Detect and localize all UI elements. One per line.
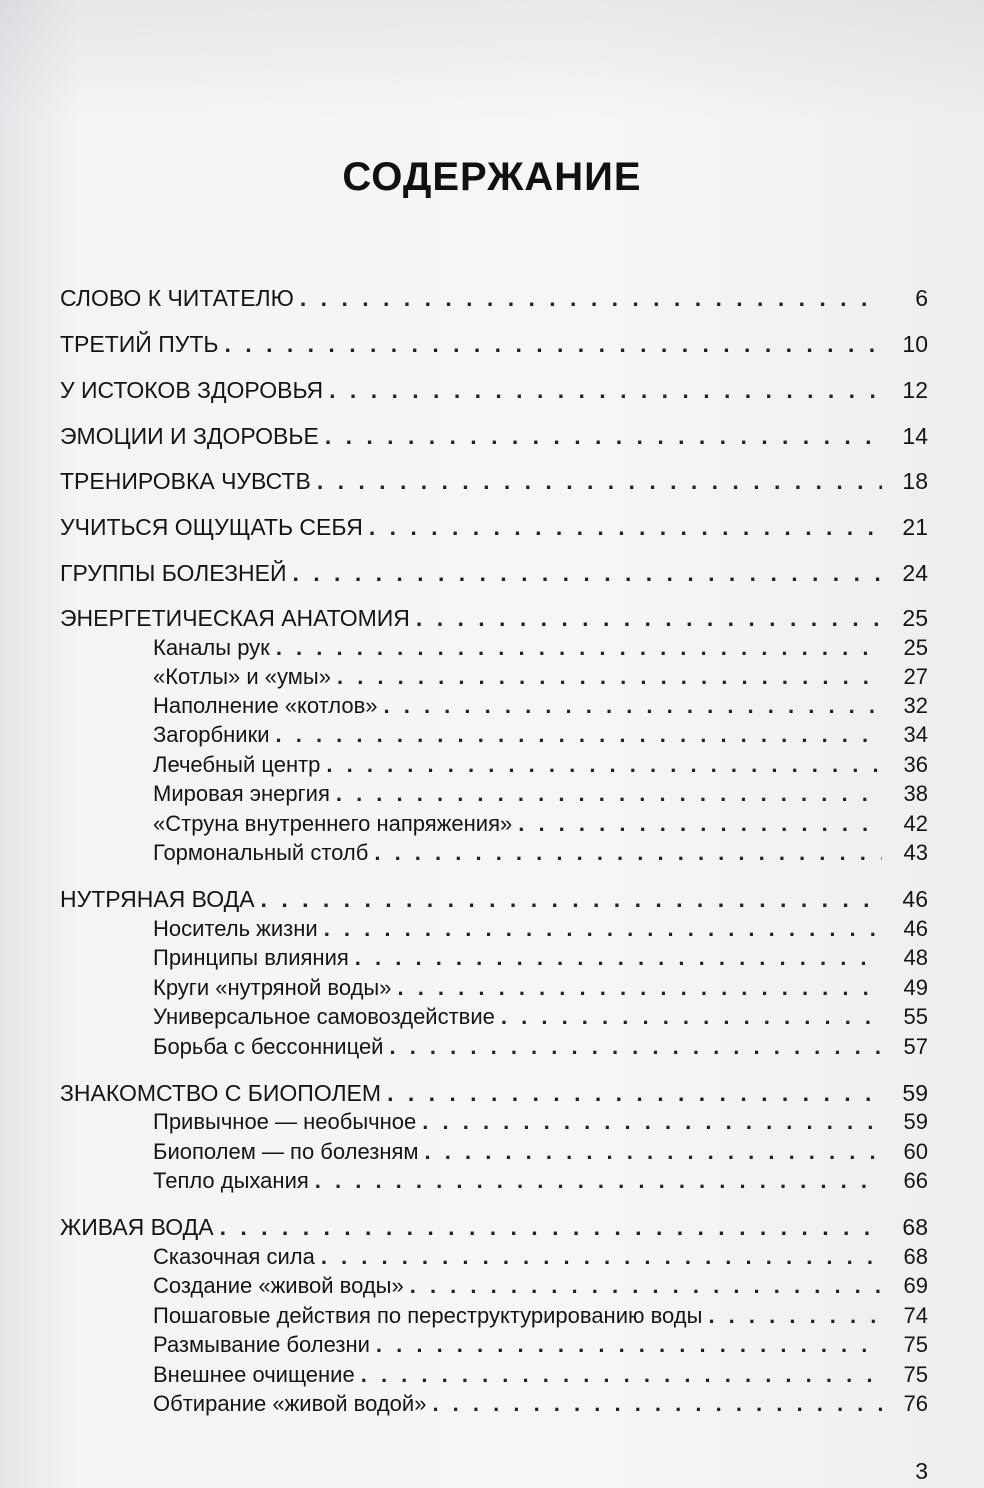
toc-subsection-entry	[153, 839, 928, 867]
dot-leader	[324, 915, 882, 943]
dot-leader	[220, 1213, 882, 1241]
dot-leader	[261, 885, 882, 913]
toc-section-entry	[60, 376, 928, 404]
toc-section-entry	[60, 513, 928, 541]
page-number: 3	[915, 1458, 928, 1484]
dot-leader	[315, 1167, 882, 1195]
entry-title: Лечебный центр	[153, 752, 321, 777]
entry-title: НУТРЯНАЯ ВОДА	[60, 886, 255, 912]
toc-subsection-entry	[153, 1138, 928, 1166]
entry-page-number: 59	[902, 1080, 928, 1106]
entry-page-number: 49	[903, 975, 928, 1000]
toc-subsection-entry	[153, 692, 928, 720]
dot-leader	[410, 1272, 882, 1300]
toc-subsection-entry	[153, 1003, 928, 1031]
entry-title: ЖИВАЯ ВОДА	[60, 1214, 214, 1240]
dot-leader	[432, 1390, 882, 1418]
toc-subsection-entry	[153, 1390, 928, 1418]
toc-subsection-entry	[153, 780, 928, 808]
entry-page-number: 48	[903, 945, 928, 970]
entry-page-number: 34	[903, 722, 928, 747]
toc-section-entry	[60, 422, 928, 450]
toc-subsection-entry	[153, 944, 928, 972]
entry-title: Универсальное самовоздействие	[153, 1004, 495, 1029]
toc-subsection-entry	[153, 634, 928, 662]
toc-subsection-entry	[153, 974, 928, 1002]
entry-title: Носитель жизни	[153, 916, 318, 941]
entry-page-number: 68	[902, 1214, 928, 1240]
dot-leader	[225, 330, 882, 358]
toc-section-entry	[60, 559, 928, 587]
entry-page-number: 76	[903, 1391, 928, 1416]
entry-title: «Котлы» и «умы»	[153, 664, 331, 689]
entry-page-number: 60	[903, 1139, 928, 1164]
entry-page-number: 46	[902, 886, 928, 912]
entry-page-number: 55	[903, 1004, 928, 1029]
entry-title: СЛОВО К ЧИТАТЕЛЮ	[60, 285, 294, 311]
toc-subsection-entry	[153, 810, 928, 838]
dot-leader	[425, 1138, 882, 1166]
entry-page-number: 6	[915, 285, 928, 311]
entry-page-number: 25	[903, 635, 928, 660]
dot-leader	[376, 1331, 882, 1359]
toc-section-entry	[60, 1079, 928, 1107]
toc-section-entry	[60, 1213, 928, 1241]
entry-title: Принципы влияния	[153, 945, 349, 970]
entry-title: ЭМОЦИИ И ЗДОРОВЬЕ	[60, 423, 319, 449]
dot-leader	[708, 1302, 882, 1330]
dot-leader	[416, 604, 882, 632]
entry-title: Круги «нутряной воды»	[153, 975, 392, 1000]
dot-leader	[374, 839, 882, 867]
entry-page-number: 12	[902, 377, 928, 403]
entry-page-number: 38	[903, 781, 928, 806]
entry-page-number: 43	[903, 840, 928, 865]
toc-subsection-entry	[153, 663, 928, 691]
dot-leader	[397, 974, 882, 1002]
entry-title: Биополем — по болезням	[153, 1139, 419, 1164]
entry-title: Мировая энергия	[153, 781, 330, 806]
toc-subsection-entry	[153, 1033, 928, 1061]
entry-page-number: 32	[903, 693, 928, 718]
dot-leader	[276, 634, 882, 662]
entry-page-number: 14	[902, 423, 928, 449]
entry-page-number: 46	[903, 916, 928, 941]
toc-subsection-entry	[153, 1272, 928, 1300]
entry-page-number: 68	[903, 1244, 928, 1269]
entry-title: Сказочная сила	[153, 1244, 315, 1269]
entry-title: ТРЕТИЙ ПУТЬ	[60, 331, 219, 357]
dot-leader	[369, 513, 882, 541]
entry-title: Борьба с бессонницей	[153, 1034, 384, 1059]
toc-subsection-entry	[153, 915, 928, 943]
toc-section-entry	[60, 284, 928, 312]
toc-subsection-entry	[153, 1243, 928, 1271]
dot-leader	[355, 944, 882, 972]
dot-leader	[518, 810, 882, 838]
entry-page-number: 59	[903, 1109, 928, 1134]
entry-page-number: 57	[903, 1034, 928, 1059]
entry-title: У ИСТОКОВ ЗДОРОВЬЯ	[60, 377, 324, 403]
entry-title: ЭНЕРГЕТИЧЕСКАЯ АНАТОМИЯ	[60, 605, 410, 631]
toc-subsection-entry	[153, 751, 928, 779]
entry-page-number: 69	[903, 1273, 928, 1298]
entry-page-number: 18	[902, 468, 928, 494]
dot-leader	[422, 1108, 882, 1136]
dot-leader	[361, 1361, 882, 1389]
dot-leader	[387, 1079, 882, 1107]
entry-title: Наполнение «котлов»	[153, 693, 378, 718]
toc-section-entry	[60, 330, 928, 358]
entry-title: Размывание болезни	[153, 1332, 370, 1357]
entry-page-number: 42	[903, 811, 928, 836]
entry-page-number: 74	[903, 1303, 928, 1328]
toc-section-entry	[60, 467, 928, 495]
dot-leader	[384, 692, 883, 720]
page-title: СОДЕРЖАНИЕ	[342, 155, 642, 199]
entry-title: «Струна внутреннего напряжения»	[153, 811, 513, 836]
entry-page-number: 10	[902, 331, 928, 357]
toc-subsection-entry	[153, 1361, 928, 1389]
entry-page-number: 24	[902, 560, 928, 586]
dot-leader	[329, 376, 882, 404]
entry-title: Внешнее очищение	[153, 1362, 355, 1387]
toc-section-entry	[60, 604, 928, 632]
dot-leader	[300, 284, 882, 312]
toc-subsection-entry	[153, 721, 928, 749]
entry-title: Гормональный столб	[153, 840, 369, 865]
entry-page-number: 21	[902, 514, 928, 540]
toc-subsection-entry	[153, 1302, 928, 1330]
dot-leader	[276, 721, 883, 749]
entry-title: Пошаговые действия по переструктурированию воды	[153, 1303, 703, 1328]
entry-page-number: 27	[903, 664, 928, 689]
entry-page-number: 75	[903, 1362, 928, 1387]
dot-leader	[325, 422, 882, 450]
dot-leader	[321, 1243, 882, 1271]
entry-title: ГРУППЫ БОЛЕЗНЕЙ	[60, 560, 287, 586]
dot-leader	[317, 467, 882, 495]
dot-leader	[337, 663, 882, 691]
entry-title: Каналы рук	[153, 635, 270, 660]
entry-title: Загорбники	[153, 722, 270, 747]
entry-title: Обтирание «живой водой»	[153, 1391, 427, 1416]
entry-title: ТРЕНИРОВКА ЧУВСТВ	[60, 468, 311, 494]
entry-title: Создание «живой воды»	[153, 1273, 404, 1298]
entry-page-number: 66	[903, 1168, 928, 1193]
dot-leader	[501, 1003, 882, 1031]
dot-leader	[336, 780, 882, 808]
toc-subsection-entry	[153, 1108, 928, 1136]
entry-page-number: 25	[902, 605, 928, 631]
dot-leader	[326, 751, 882, 779]
toc-subsection-entry	[153, 1331, 928, 1359]
entry-title: Привычное — необычное	[153, 1109, 417, 1134]
entry-title: ЗНАКОМСТВО С БИОПОЛЕМ	[60, 1080, 382, 1106]
dot-leader	[389, 1033, 882, 1061]
entry-title: УЧИТЬСЯ ОЩУЩАТЬ СЕБЯ	[60, 514, 363, 540]
toc-subsection-entry	[153, 1167, 928, 1195]
toc-section-entry	[60, 885, 928, 913]
entry-page-number: 75	[903, 1332, 928, 1357]
dot-leader	[293, 559, 883, 587]
entry-page-number: 36	[903, 752, 928, 777]
entry-title: Тепло дыхания	[153, 1168, 309, 1193]
